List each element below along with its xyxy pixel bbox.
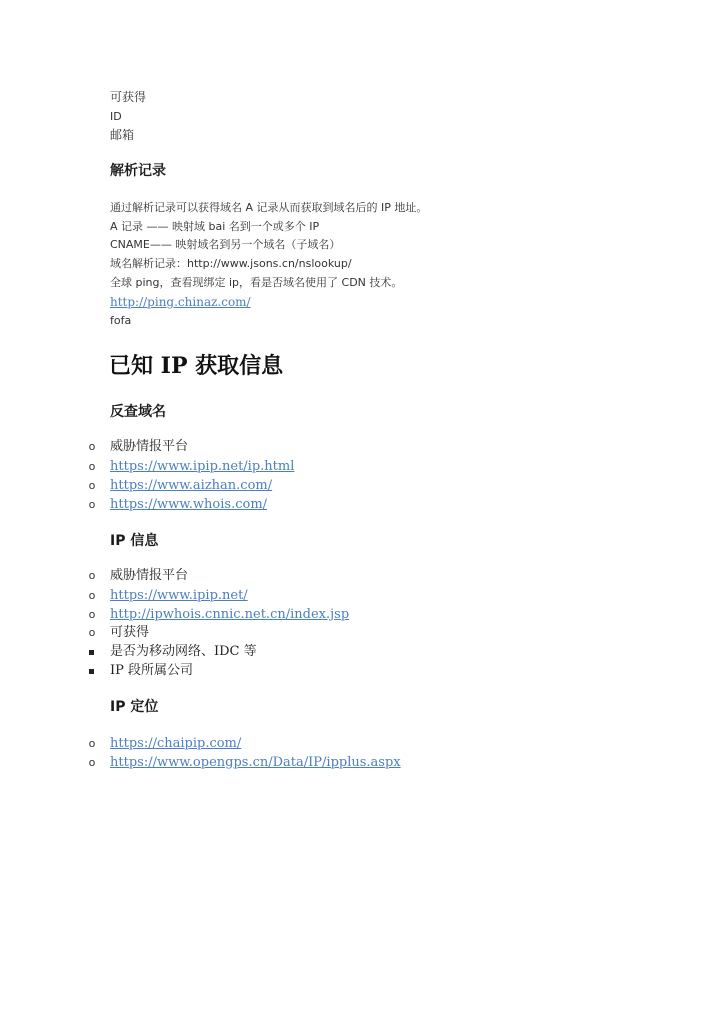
section-heading: IP 定位 xyxy=(110,699,159,715)
bullet-circle-icon: o xyxy=(88,460,96,473)
bullet-circle-icon: o xyxy=(88,589,96,602)
link[interactable]: https://www.ipip.net/ip.html xyxy=(110,459,295,474)
bullet-circle-icon: o xyxy=(88,498,96,511)
section-heading: 解析记录 xyxy=(110,163,166,179)
bullet-circle-icon: o xyxy=(88,440,96,453)
list-item: 威胁情报平台 xyxy=(110,439,189,454)
link[interactable]: https://www.ipip.net/ xyxy=(110,588,248,603)
section-heading: 反查域名 xyxy=(110,404,166,420)
link[interactable]: https://www.opengps.cn/Data/IP/ipplus.aspx xyxy=(110,755,401,770)
bullet-circle-icon: o xyxy=(88,756,96,769)
list-item: 可获得 xyxy=(110,625,150,640)
text-line: ID xyxy=(110,110,122,123)
bullet-circle-icon: o xyxy=(88,569,96,582)
text-line: A 记录 —— 映射域 bai 名到一个或多个 IP xyxy=(110,220,320,233)
link[interactable]: https://www.whois.com/ xyxy=(110,497,268,512)
bullet-square-icon xyxy=(89,669,94,674)
text-line: 通过解析记录可以获得域名 A 记录从而获取到域名后的 IP 地址。 xyxy=(110,201,428,214)
list-item: 是否为移动网络、IDC 等 xyxy=(110,644,257,659)
link[interactable]: https://www.aizhan.com/ xyxy=(110,478,273,493)
link[interactable]: http://ping.chinaz.com/ xyxy=(110,295,251,309)
list-item: 威胁情报平台 xyxy=(110,568,189,583)
text-line: 全球 ping，查看现绑定 ip，看是否域名使用了 CDN 技术。 xyxy=(110,276,403,289)
link[interactable]: https://chaipip.com/ xyxy=(110,736,242,751)
section-heading: IP 信息 xyxy=(110,533,159,549)
bullet-square-icon xyxy=(89,650,94,655)
link[interactable]: http://ipwhois.cnnic.net.cn/index.jsp xyxy=(110,607,350,622)
bullet-circle-icon: o xyxy=(88,626,96,639)
text-line: fofa xyxy=(110,314,132,327)
text-line: CNAME—— 映射域名到另一个域名（子域名） xyxy=(110,238,341,251)
page-title: 已知 IP 获取信息 xyxy=(109,353,284,379)
text-line: 可获得 xyxy=(110,90,147,104)
bullet-circle-icon: o xyxy=(88,479,96,492)
text-line: 域名解析记录：http://www.jsons.cn/nslookup/ xyxy=(110,257,352,270)
bullet-circle-icon: o xyxy=(88,608,96,621)
list-item: IP 段所属公司 xyxy=(110,663,194,678)
bullet-circle-icon: o xyxy=(88,737,96,750)
text-line: 邮箱 xyxy=(110,128,135,142)
